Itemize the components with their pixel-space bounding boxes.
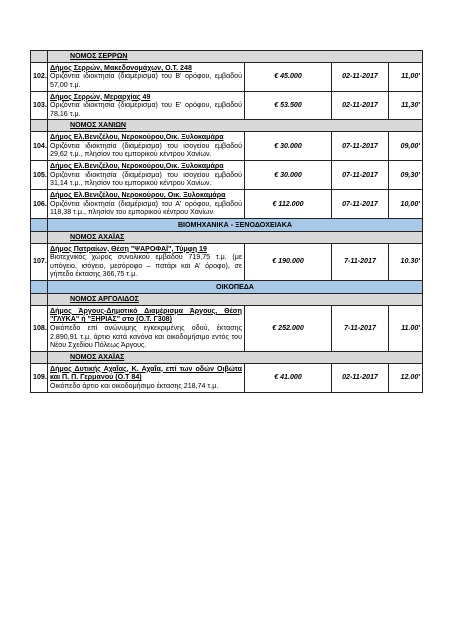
listing-number: 106. [31,189,48,218]
auction-table-body [31,51,423,393]
listing-price: € 252.000 [245,305,332,351]
listing-date: 02-11-2017 [332,363,389,392]
listing-number: 103. [31,91,48,120]
region-header-row [31,120,423,132]
listing-date: 07-11-2017 [332,132,389,161]
listing-title: Δήμος Ελ.Βενιζέλου, Νεροκούρου,Οικ. Ξυλοκαμάρα [50,162,224,171]
listing-description-cell [48,161,245,190]
listing-time: 11.00' [389,305,423,351]
listing-description: Οριζόντια ιδιοκτησία (διαμέρισμα) του Β' ορόφου, εμβαδού 57,00 τ.μ. [50,72,242,89]
listing-time: 12.00' [389,363,423,392]
listing-row [31,243,423,281]
listing-title: Δήμος Σερρών, Μακεδονομάχων, Ο.Τ. 248 [50,63,192,72]
region-label: ΝΟΜΟΣ ΑΡΓΟΛΙΔΟΣ [48,294,423,306]
listing-number: 102. [31,62,48,91]
listing-description-cell [48,243,245,281]
listing-description: Οριζόντια ιδιοκτησία (διαμέρισμα) του ισογείου εμβαδού 31,14 τ.μ., πλησίον του εμπορικού κέντρου Χανίων. [50,170,242,188]
row-gap-cell [31,294,48,306]
listing-time: 09,00' [389,132,423,161]
listing-time: 10.30' [389,243,423,281]
listing-title: Δήμος Πατραίων, Θέση "ΨΑΡΟΦΑΪ", Τύμφη 19 [50,244,207,253]
category-header-row [31,218,423,231]
listing-date: 02-11-2017 [332,91,389,120]
listing-description-cell [48,363,245,392]
listing-price: € 53.500 [245,91,332,120]
listing-number: 109. [31,363,48,392]
listing-description: Οριζόντια ιδιοκτησία (διαμέρισμα) του Α' ορόφου, εμβαδού 118,38 τ.μ., πλησίον του εμπορικού κέντρου Χανίων. [50,199,242,217]
category-header-row [31,281,423,294]
listing-description-cell [48,189,245,218]
listing-number: 104. [31,132,48,161]
listing-price: € 41.000 [245,363,332,392]
listing-date: 07-11-2017 [332,189,389,218]
region-label: ΝΟΜΟΣ ΑΧΑΪΑΣ [48,231,423,243]
listing-time: 09,30' [389,161,423,190]
listing-price: € 45.000 [245,62,332,91]
listing-price: € 190.000 [245,243,332,281]
row-gap-cell [31,231,48,243]
auction-table [30,50,423,393]
listing-row [31,305,423,351]
listing-price: € 112.000 [245,189,332,218]
region-header-row [31,351,423,363]
listing-time: 11,30' [389,91,423,120]
region-label: ΝΟΜΟΣ ΧΑΝΙΩΝ [48,120,423,132]
listing-row [31,132,423,161]
listing-title: Δήμος Άργους-Δημοτικό Διαμέρισμα Άργους, Θέση "ΓΛΥΚΑ" ή "ΞΗΡΙΑΣ" στο (Ο.Τ. Γ308) [50,306,242,324]
listing-description: Οριζόντια ιδιοκτησία (διαμέρισμα) του Ε' ορόφου, εμβαδού 78,16 τ.μ. [50,101,242,118]
listing-description-cell [48,305,245,351]
listing-title: Δήμος Σερρών, Μεραρχίας 49 [50,92,151,101]
listing-title: Δήμος Ελ.Βενιζέλου, Νεροκούρου,Οικ. Ξυλοκαμάρα [50,133,224,142]
row-gap-cell [31,351,48,363]
listing-number: 105. [31,161,48,190]
listing-row [31,91,423,120]
listing-description-cell [48,91,245,120]
category-label: ΒΙΟΜΗΧΑΝΙΚΑ - ΞΕΝΟΔΟΧΕΙΑΚΑ [48,218,423,231]
row-gap-cell [31,218,48,231]
listing-number: 107. [31,243,48,281]
region-label: ΝΟΜΟΣ ΑΧΑΪΑΣ [48,351,423,363]
listing-row [31,363,423,392]
row-gap-cell [31,281,48,294]
region-header-row [31,231,423,243]
listing-number: 108. [31,305,48,351]
listing-description: Οικόπεδο επί ανώνυμης εγκεκριμένης οδού, έκτασης 2.890,91 τ.μ. άρτιο κατά κανόνα και οικοδομήσιμο εντός του Νέου Σχεδίου Πόλεως Άργους. [50,324,242,350]
row-gap-cell [31,51,48,63]
listing-date: 7-11-2017 [332,243,389,281]
listing-time: 10,00' [389,189,423,218]
listing-date: 07-11-2017 [332,161,389,190]
listing-date: 02-11-2017 [332,62,389,91]
listing-title: Δήμος Ελ.Βενιζέλου, Νεροκούρου, Οικ. Ξυλοκαμάρα [50,190,226,199]
listing-description-cell [48,62,245,91]
region-label: ΝΟΜΟΣ ΣΕΡΡΩΝ [48,51,423,63]
listing-description-cell [48,132,245,161]
listing-description: Βιοτεχνικός χώρος συνολικού εμβαδού 719,75 τ.μ. (με υπόγειο, ισόγειο, μεσόροφο – πατάρι και Α' όροφο), σε γήπεδο έκτασης 366,75 τ.μ. [50,253,242,279]
listing-row [31,189,423,218]
listing-price: € 30.000 [245,161,332,190]
row-gap-cell [31,120,48,132]
listing-price: € 30.000 [245,132,332,161]
listing-date: 7-11-2017 [332,305,389,351]
listing-time: 11,00' [389,62,423,91]
listing-description: Οριζόντια ιδιοκτησία (διαμέρισμα) του ισογείου εμβαδού 29,62 τ.μ., πλησίον του εμπορικού κέντρου Χανίων. [50,141,242,159]
listing-title: Δήμος Δυτικής Αχαΐας, Κ. Αχαΐα, επί των οδών Οιβώτα και Π. Π. Γερμανού (Ο.Τ 84) [50,364,242,382]
listing-row [31,62,423,91]
listing-description: Οικόπεδο άρτιο και οικοδομήσιμο έκτασης 218,74 τ.μ. [50,381,219,390]
listing-row [31,161,423,190]
region-header-row [31,294,423,306]
category-label: ΟΙΚΟΠΕΔΑ [48,281,423,294]
region-header-row [31,51,423,63]
